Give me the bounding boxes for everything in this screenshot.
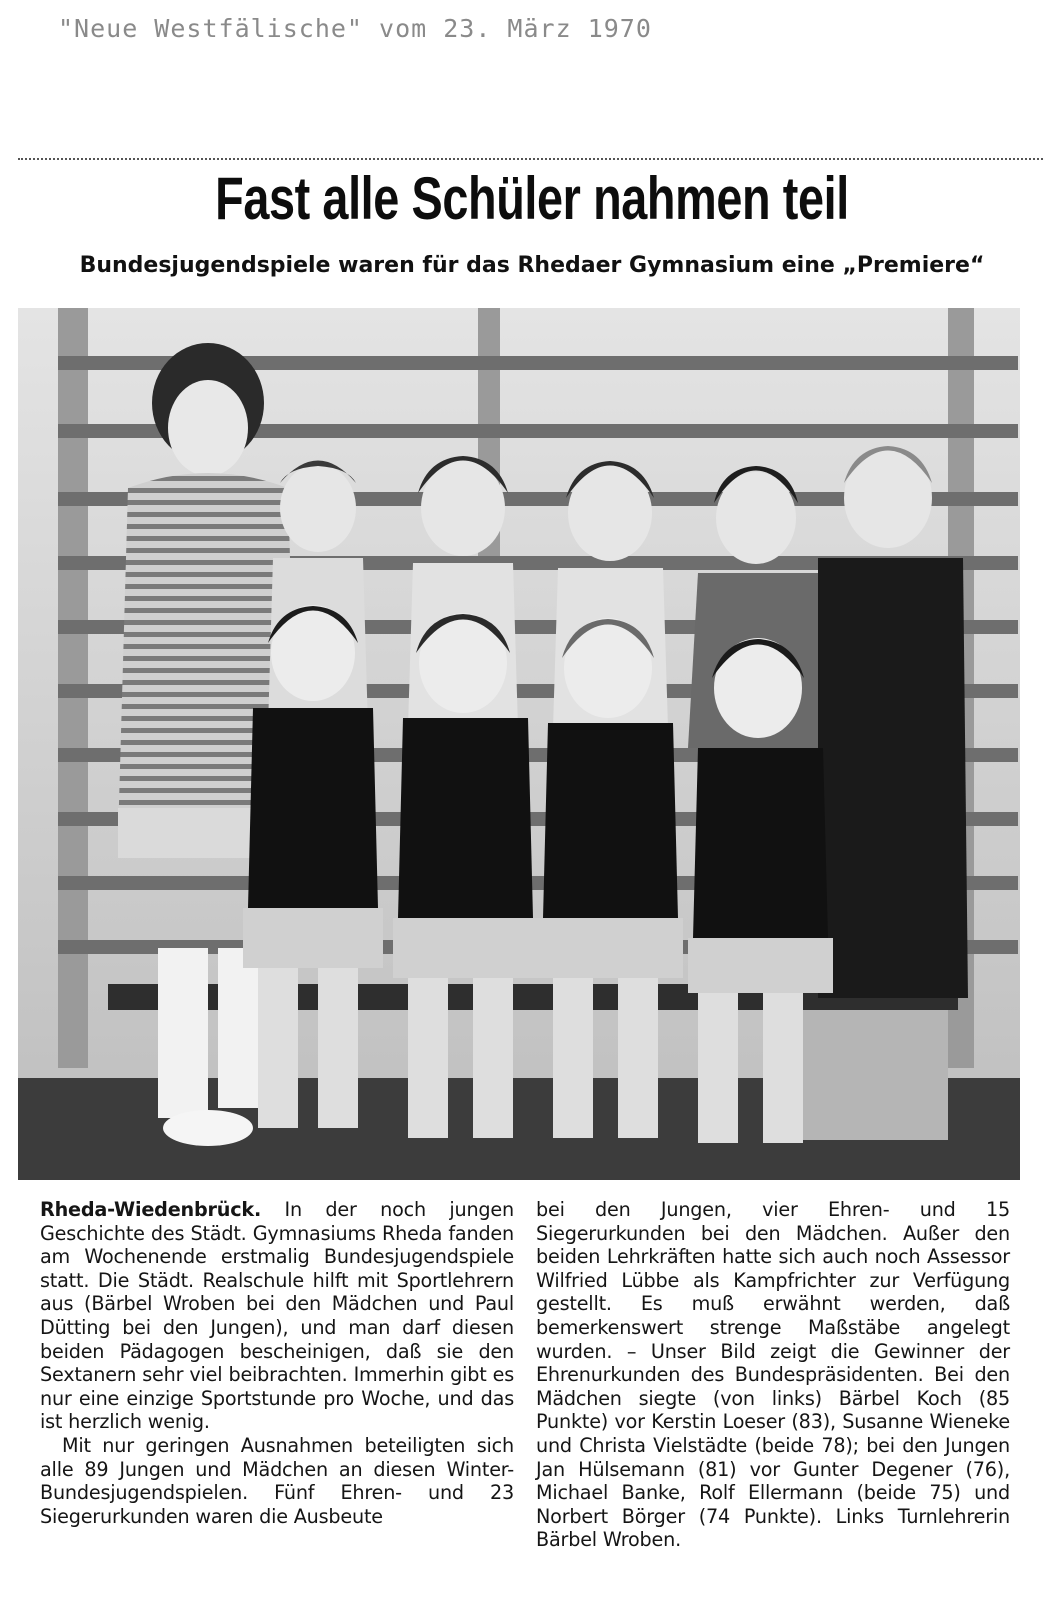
article-text: Mit nur geringen Ausnahmen beteiligten sich alle 89 Jungen und Mädchen an diesen Winter-Bundesjugendspielen. Fünf Ehren- und 23 Siegerurkunden waren die Ausbeute (40, 1433, 514, 1528)
article-paragraph (40, 1434, 514, 1528)
article-column-right (536, 1198, 1010, 1552)
article-column-left (40, 1198, 514, 1528)
article-paragraph (40, 1198, 514, 1434)
headline: Fast alle Schüler nahmen teil (215, 165, 849, 232)
dateline: Rheda-Wiedenbrück. (40, 1198, 262, 1221)
article-paragraph (536, 1198, 1010, 1552)
article-text: In der noch jungen Geschichte des Städt. Gymnasiums Rheda fanden am Wochenende erstmalig Bundesjugendspiele statt. Die Städt. Realschule hilft mit Sportlehrern aus (Bärbel Wroben bei den Mädchen und Paul Dütting bei den Jungen), und man darf diesen beiden Pädagogen bescheinigen, daß sie den Sextanern sehr viel beibrachten. Immerhin gibt es nur eine einzige Sportstunde pro Woche, und das ist herzlich wenig. (40, 1198, 514, 1434)
photo-illustration (18, 308, 1020, 1180)
divider-rule (18, 158, 1043, 160)
subheadline: Bundesjugendspiele waren für das Rhedaer Gymnasium eine „Premiere“ (79, 253, 985, 278)
source-line: "Neue Westfälische" vom 23. März 1970 (58, 14, 652, 43)
article-text: bei den Jungen, vier Ehren- und 15 Siegerurkunden bei den Mädchen. Außer den beiden Lehrkräften hatte sich auch noch Assessor Wilfried Lübbe als Kampfrichter zur Verfügung gestellt. Es muß erwähnt werden, daß bemerkenswert strenge Maßstäbe angelegt wurden. – Unser Bild zeigt die Gewinner der Ehrenurkunden des Bundespräsidenten. Bei den Mädchen siegte (von links) Bärbel Koch (85 Punkte) vor Kerstin Loeser (83), Susanne Wieneke und Christa Vielstädte (beide 78); bei den Jungen Jan Hülsemann (81) vor Gunter Degener (76), Michael Banke, Rolf Ellermann (beide 75) und Norbert Börger (74 Punkte). Links Turnlehrerin Bärbel Wroben. (536, 1198, 1010, 1552)
photo-gymnastics-group (18, 308, 1020, 1180)
